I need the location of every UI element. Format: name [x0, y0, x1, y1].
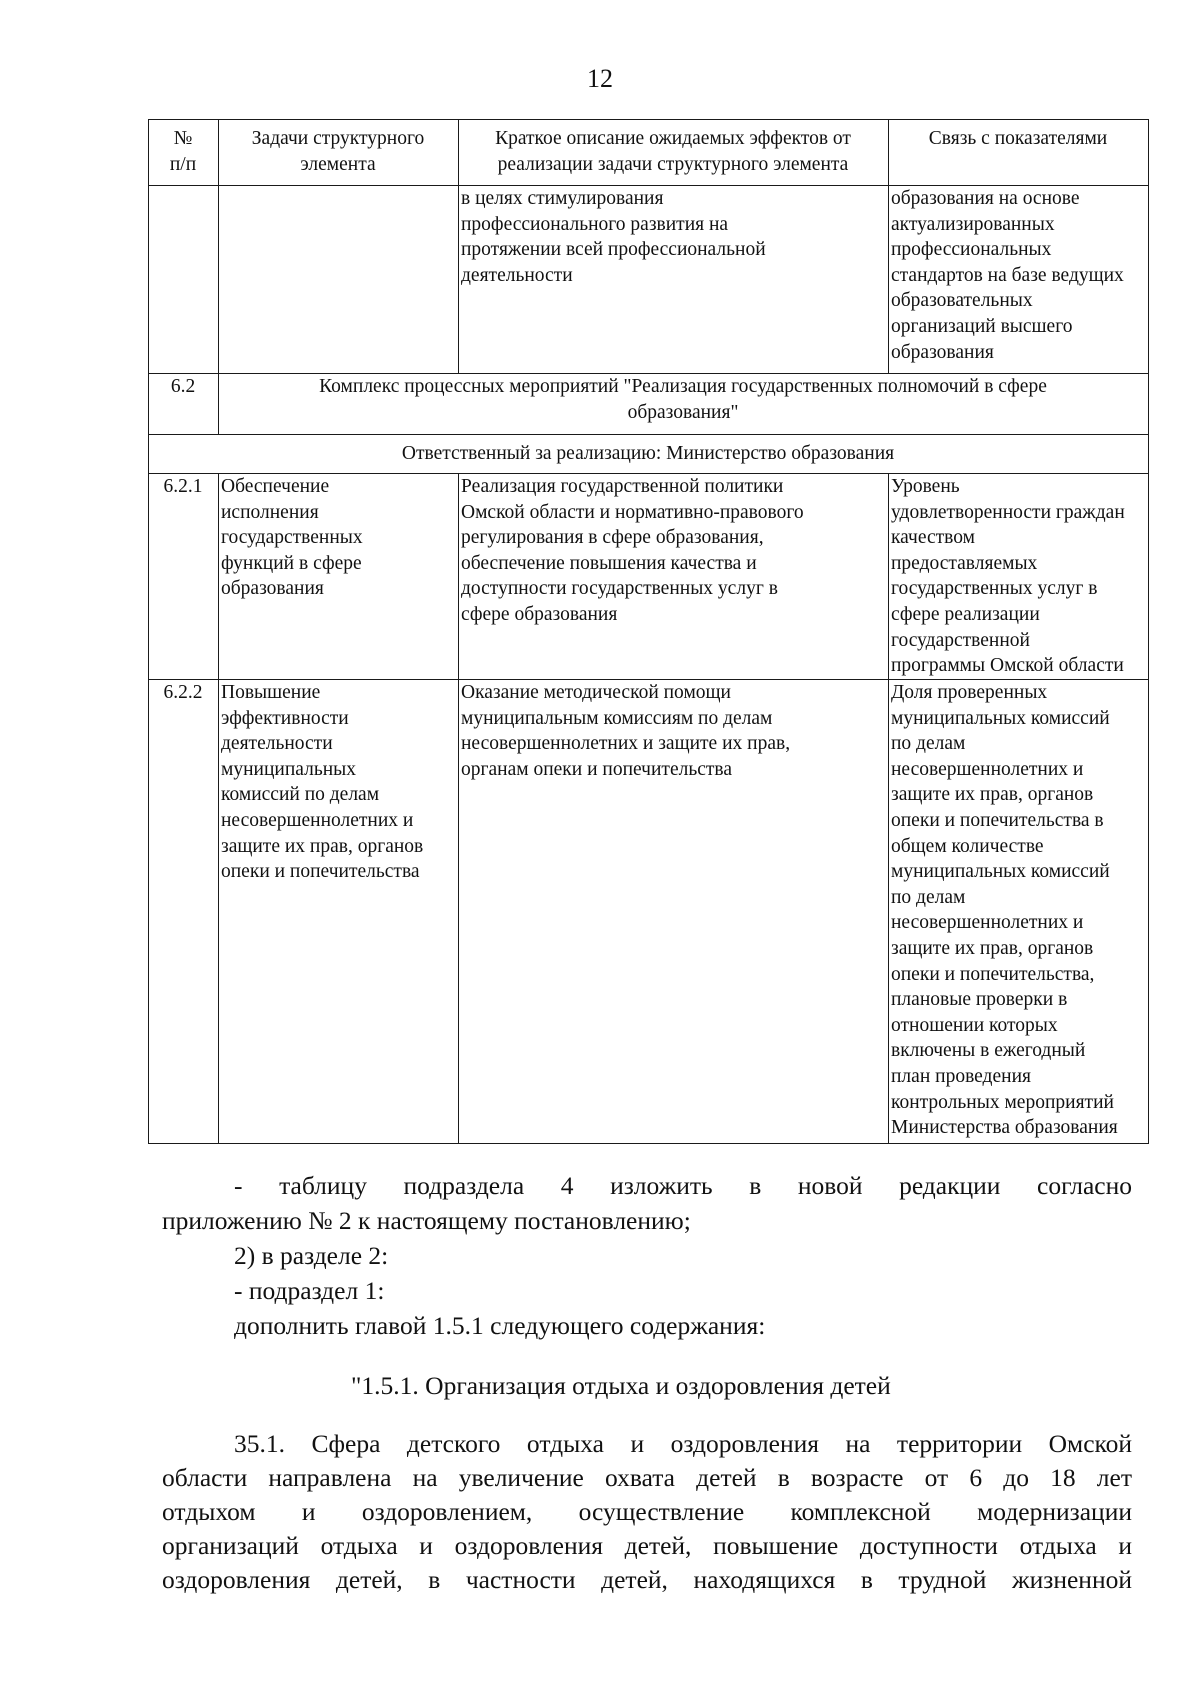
- row-effect: Реализация государственной политики Омской области и нормативно-правового регулирования в сфере образования, обеспечение повышения качества и доступности государственных услуг в сфере образования: [459, 474, 889, 680]
- responsible-text: Ответственный за реализацию: Министерство образования: [149, 435, 1149, 474]
- cell-task: [219, 186, 459, 374]
- row-task: Повышение эффективности деятельности муниципальных комиссий по делам несовершеннолетних и защите их прав, органов опеки и попечительства: [219, 680, 459, 1144]
- header-num: № п/п: [149, 120, 219, 186]
- table-row-responsible: [149, 435, 1149, 474]
- table-row: [149, 680, 1149, 1144]
- header-indicators: Связь с показателями: [889, 120, 1149, 186]
- cell-num: [149, 186, 219, 374]
- cell-indicator: образования на основе актуализированных профессиональных стандартов на базе ведущих образовательных организаций высшего образования: [889, 186, 1149, 374]
- chapter-heading: "1.5.1. Организация отдыха и оздоровления детей: [351, 1371, 891, 1400]
- section-title: Комплекс процессных мероприятий "Реализация государственных полномочий в сфере образования": [219, 374, 1149, 435]
- row-indicator: Доля проверенных муниципальных комиссий по делам несовершеннолетних и защите их прав, органов опеки и попечительства в общем количестве муниципальных комиссий по делам несовершеннолетних и защите их прав, органов опеки и попечительства, плановые проверки в отношении которых включены в ежегодный план проведения контрольных мероприятий Министерства образования: [889, 680, 1149, 1144]
- row-num: 6.2.1: [149, 474, 219, 680]
- row-task: Обеспечение исполнения государственных функций в сфере образования: [219, 474, 459, 680]
- row-effect: Оказание методической помощи муниципальным комиссиям по делам несовершеннолетних и защите их прав, органам опеки и попечительства: [459, 680, 889, 1144]
- amendment-item-1: - таблицу подраздела 4 изложить в новой редакции согласно приложению № 2 к настоящему постановлению;: [162, 1171, 1132, 1235]
- header-tasks: Задачи структурного элемента: [219, 120, 459, 186]
- amendment-item-2: 2) в разделе 2:: [234, 1241, 389, 1270]
- amendment-item-4: дополнить главой 1.5.1 следующего содержания:: [234, 1311, 766, 1340]
- row-num: 6.2.2: [149, 680, 219, 1144]
- section-num: 6.2: [149, 374, 219, 435]
- cell-effect: в целях стимулирования профессионального развития на протяжении всей профессиональной деятельности: [459, 186, 889, 374]
- measures-table: [148, 119, 1149, 1144]
- row-indicator: Уровень удовлетворенности граждан качеством предоставляемых государственных услуг в сфере реализации государственной программы Омской области: [889, 474, 1149, 680]
- table-row: [149, 474, 1149, 680]
- page-number: 12: [587, 64, 613, 93]
- table-row-section: [149, 374, 1149, 435]
- body-paragraph: 35.1. Сфера детского отдыха и оздоровления на территории Омской области направлена на увеличение охвата детей в возрасте от 6 до 18 лет отдыхом и оздоровлением, осуществление комплексной модернизации организаций отдыха и оздоровления детей, повышение доступности отдыха и оздоровления детей, в частности детей, находящихся в трудной жизненной: [162, 1429, 1132, 1594]
- amendment-item-3: - подраздел 1:: [234, 1276, 385, 1305]
- header-effects: Краткое описание ожидаемых эффектов от реализации задачи структурного элемента: [459, 120, 889, 186]
- table-header-row: [149, 120, 1149, 186]
- table-row-continuation: [149, 186, 1149, 374]
